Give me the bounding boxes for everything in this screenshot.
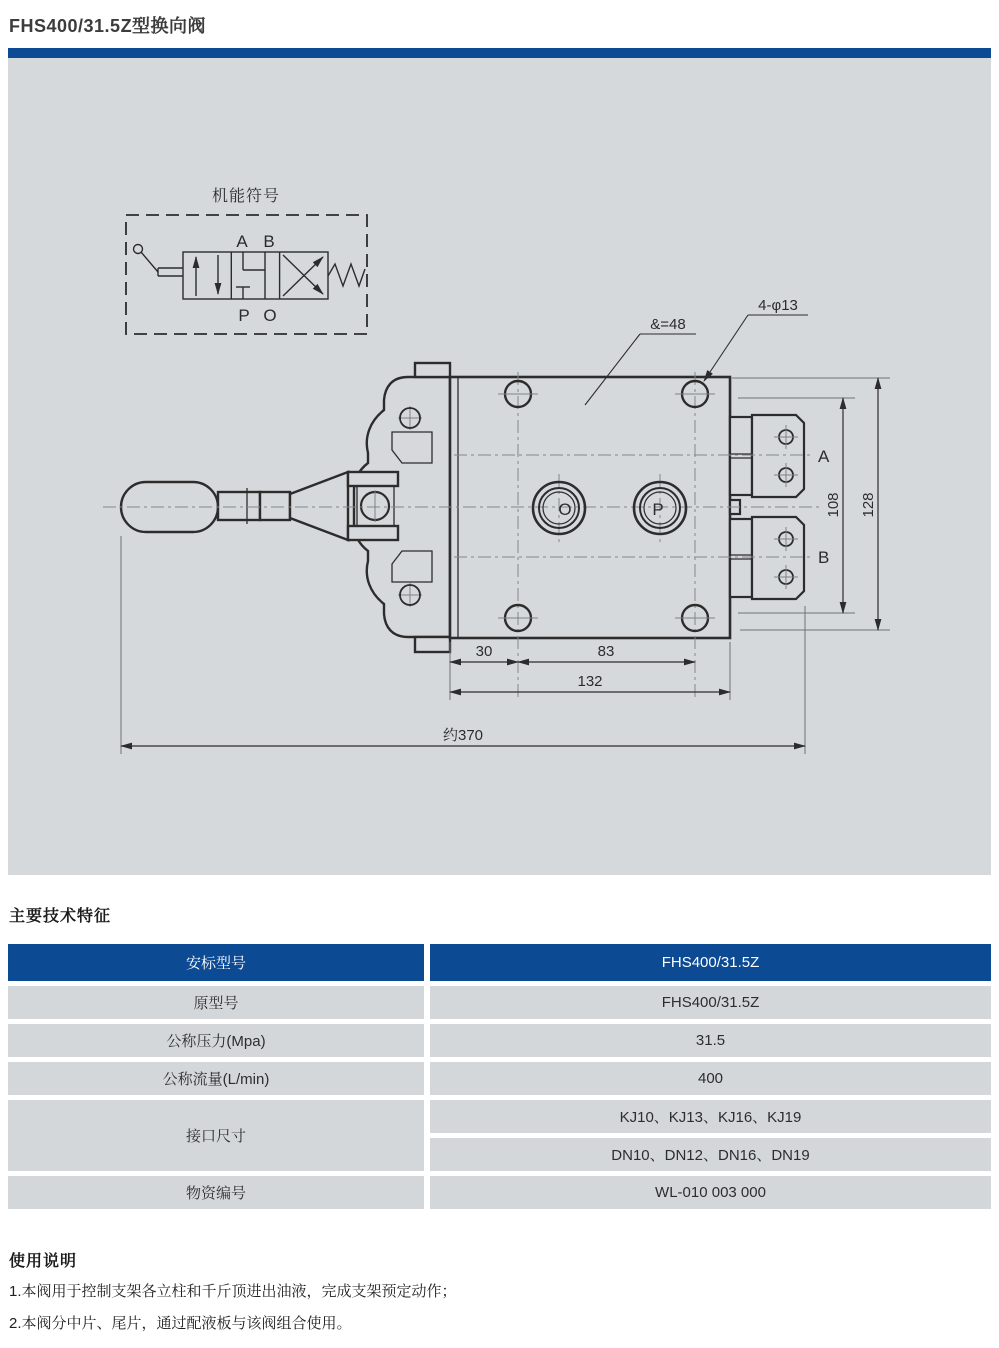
- usage-notes: [9, 1284, 969, 1348]
- dim-108: 108: [825, 492, 842, 518]
- specs-section-title: 主要技术特征: [9, 908, 112, 925]
- table-row: [8, 1176, 991, 1209]
- valve-technical-drawing: [8, 58, 991, 875]
- dim-370: 约370: [442, 727, 484, 744]
- usage-section-title: 使用说明: [9, 1253, 78, 1270]
- spec-label: 接口尺寸: [8, 1100, 424, 1171]
- valve-main-view: [103, 297, 890, 754]
- table-row: [8, 986, 991, 1019]
- table-row: [8, 1100, 991, 1171]
- spec-label: 公称流量(L/min): [8, 1062, 424, 1095]
- spec-value: 400: [430, 1062, 991, 1095]
- table-row: [8, 1062, 991, 1095]
- spec-value: 31.5: [430, 1024, 991, 1057]
- symbol-port-a-label: A: [236, 232, 248, 251]
- usage-note-2: 2.本阀分中片、尾片，通过配液板与该阀组合使用。: [9, 1315, 352, 1332]
- function-symbol: [126, 187, 367, 334]
- port-o-label: O: [558, 500, 572, 519]
- spec-value: WL-010 003 000: [430, 1176, 991, 1209]
- spec-label: 原型号: [8, 986, 424, 1019]
- page-title: FHS400/31.5Z型换向阀: [9, 16, 207, 36]
- spec-label: 物资编号: [8, 1176, 424, 1209]
- spec-value: FHS400/31.5Z: [430, 944, 991, 981]
- port-p-label: P: [652, 500, 664, 519]
- spec-label: 公称压力(Mpa): [8, 1024, 424, 1057]
- technical-drawing-panel: [8, 58, 991, 875]
- callout-holes: 4-φ13: [758, 297, 798, 314]
- spec-value: DN10、DN12、DN16、DN19: [430, 1138, 991, 1171]
- function-symbol-title: 机能符号: [211, 188, 281, 205]
- symbol-port-p-label: P: [238, 306, 250, 325]
- dim-83: 83: [597, 643, 615, 660]
- table-row: [8, 944, 991, 981]
- dim-128: 128: [860, 492, 877, 518]
- title-divider-bar: [8, 48, 991, 58]
- port-a-label: A: [818, 447, 830, 466]
- spec-table: [8, 944, 991, 1214]
- dim-132: 132: [577, 673, 603, 690]
- spec-value: FHS400/31.5Z: [430, 986, 991, 1019]
- callout-spacing: &=48: [650, 316, 686, 333]
- spec-value: KJ10、KJ13、KJ16、KJ19: [430, 1100, 991, 1133]
- port-b-label: B: [818, 548, 830, 567]
- symbol-port-b-label: B: [263, 232, 275, 251]
- symbol-port-o-label: O: [263, 306, 277, 325]
- usage-note-1: 1.本阀用于控制支架各立柱和千斤顶进出油液，完成支架预定动作；: [9, 1283, 457, 1300]
- dim-30: 30: [475, 643, 493, 660]
- table-row: [8, 1024, 991, 1057]
- spec-label: 安标型号: [8, 944, 424, 981]
